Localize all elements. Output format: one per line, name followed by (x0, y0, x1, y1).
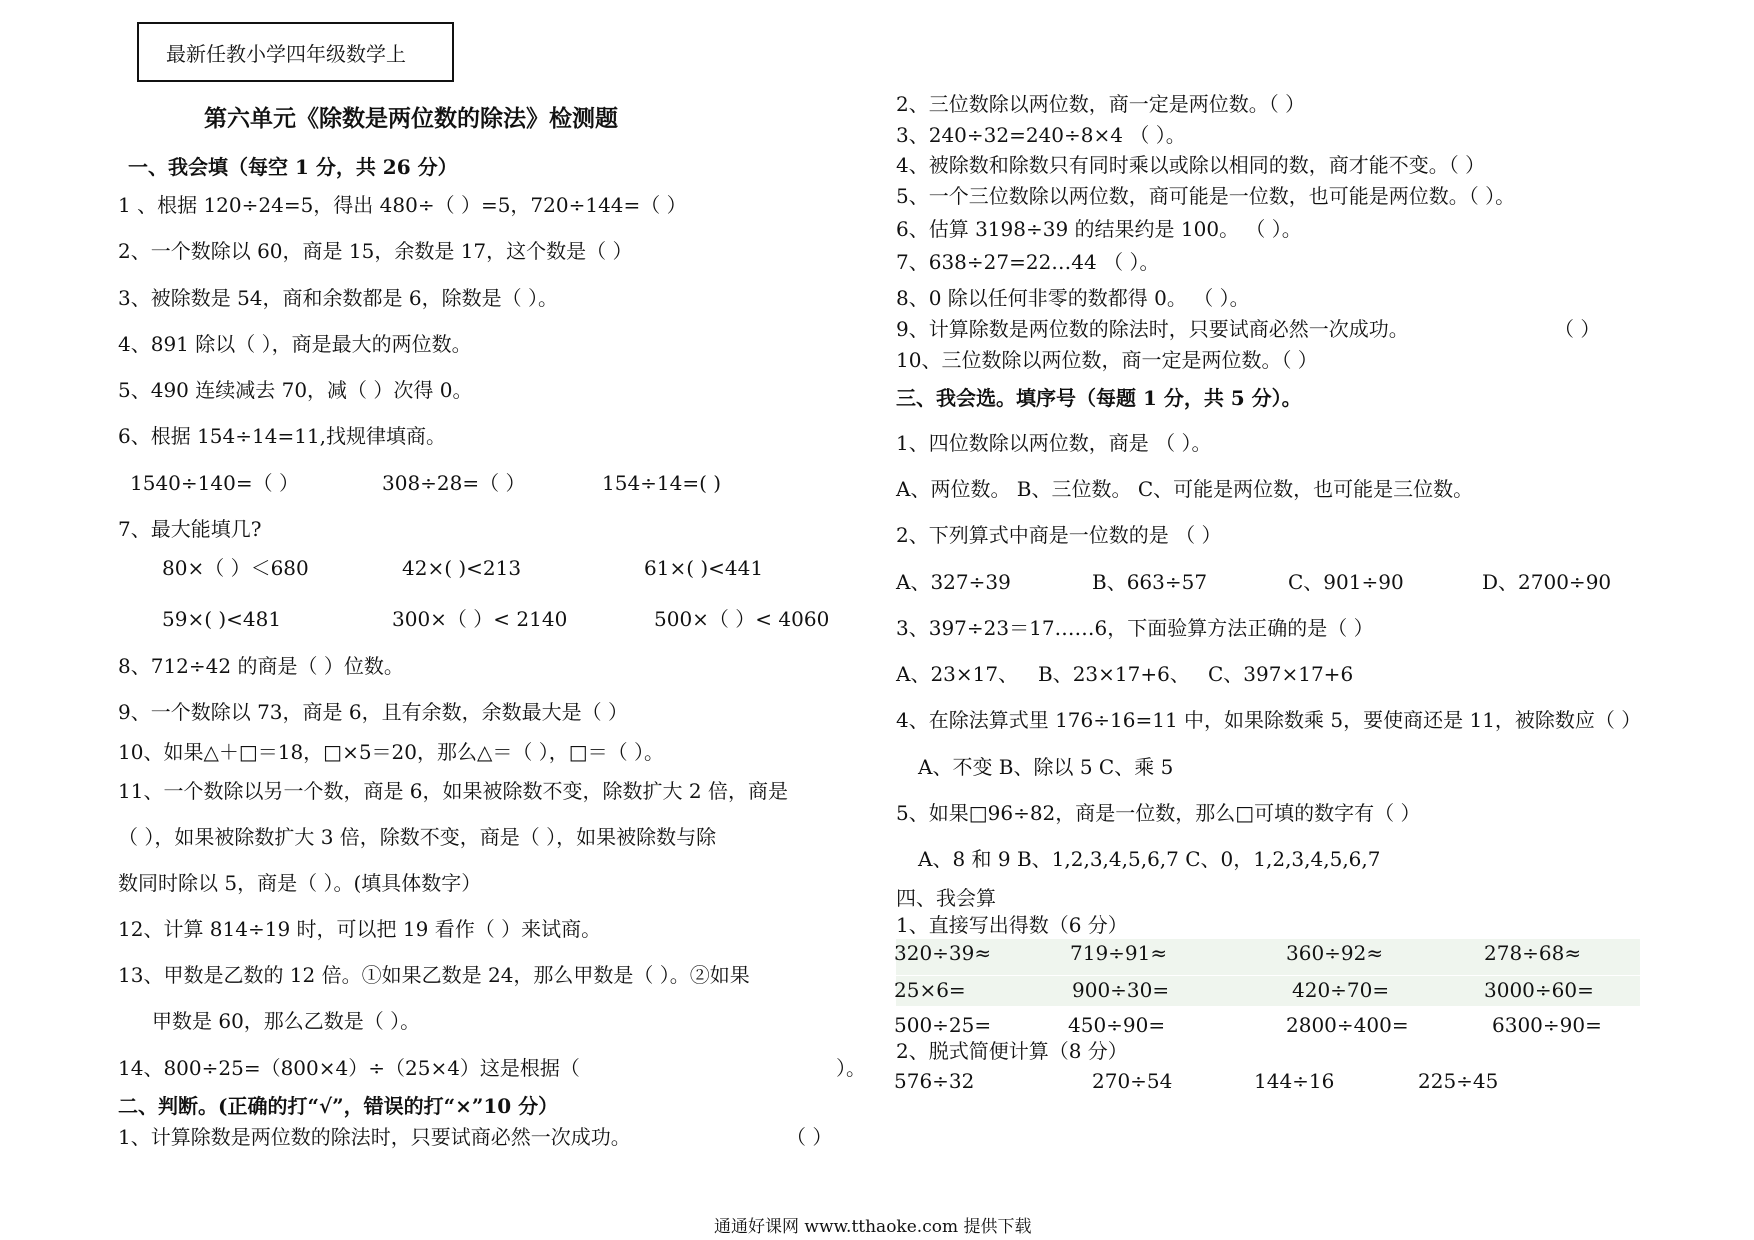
calc-item: 719÷91≈ (1070, 941, 1168, 965)
section-2-heading: 二、判断。(正确的打“√”，错误的打“×”10 分） (118, 1094, 559, 1118)
s3-q3-option-c: C、397×17+6 (1208, 662, 1354, 686)
calc-item: 225÷45 (1418, 1069, 1499, 1093)
s3-q3-option-b: B、23×17+6、 (1038, 662, 1190, 686)
calc-item: 3000÷60= (1484, 978, 1594, 1002)
calc-item: 25×6= (894, 978, 966, 1002)
s4-subheading-2: 2、脱式简便计算（8 分） (896, 1039, 1128, 1063)
s3-q2-option-d: D、2700÷90 (1482, 570, 1612, 594)
s2-question-7: 7、638÷27=22…44 （ ）。 (896, 250, 1160, 274)
calc-item: 270÷54 (1092, 1069, 1173, 1093)
s2-question-3: 3、240÷32=240÷8×4 （ ）。 (896, 123, 1186, 147)
s2-question-4: 4、被除数和除数只有同时乘以或除以相同的数，商才能不变。（ ） (896, 153, 1486, 177)
calc-item: 320÷39≈ (894, 941, 992, 965)
s2-question-9: 9、计算除数是两位数的除法时，只要试商必然一次成功。 (896, 317, 1409, 341)
s2-question-1-answer: （ ） (786, 1125, 833, 1149)
s1-question-4: 4、891 除以（ ），商是最大的两位数。 (118, 332, 472, 356)
s2-question-5: 5、一个三位数除以两位数，商可能是一位数，也可能是两位数。（ ）。 (896, 184, 1516, 208)
s2-question-8: 8、0 除以任何非零的数都得 0。 （ ）。 (896, 286, 1250, 310)
s4-subheading-1: 1、直接写出得数（6 分） (896, 913, 1128, 937)
calc-item: 360÷92≈ (1286, 941, 1384, 965)
s3-question-2: 2、下列算式中商是一位数的是 （ ） (896, 523, 1222, 547)
s3-question-4: 4、在除法算式里 176÷16=11 中，如果除数乘 5，要使商还是 11，被除数应（ ） (896, 708, 1642, 732)
s1-q7-item-f: 500×（ ）< 4060 (654, 607, 830, 631)
calc-item: 420÷70= (1292, 978, 1390, 1002)
s3-q3-option-a: A、23×17、 (896, 662, 1019, 686)
s1-question-2: 2、一个数除以 60，商是 15，余数是 17，这个数是（ ） (118, 239, 633, 263)
calc-item: 576÷32 (894, 1069, 975, 1093)
s1-q7-item-a: 80×（ ）＜680 (162, 556, 309, 580)
footer-credit: 通通好课网 www.tthaoke.com 提供下载 (714, 1217, 1032, 1237)
s3-question-1-options: A、两位数。 B、三位数。 C、可能是两位数，也可能是三位数。 (896, 477, 1474, 501)
calc-item: 2800÷400= (1286, 1013, 1409, 1037)
s1-question-3: 3、被除数是 54，商和余数都是 6，除数是（ ）。 (118, 286, 558, 310)
calc-item: 450÷90= (1068, 1013, 1166, 1037)
s3-question-3: 3、397÷23＝17……6，下面验算方法正确的是（ ） (896, 616, 1374, 640)
s1-q6-item-c: 154÷14=( ) (602, 471, 722, 495)
s1-question-14-end: ）。 (836, 1056, 866, 1080)
s2-question-1: 1、计算除数是两位数的除法时，只要试商必然一次成功。 (118, 1125, 631, 1149)
s1-question-5: 5、490 连续减去 70，减（ ）次得 0。 (118, 378, 473, 402)
calc-item: 500÷25= (894, 1013, 992, 1037)
calc-item: 6300÷90= (1492, 1013, 1602, 1037)
s1-q7-item-d: 59×( )<481 (162, 607, 282, 631)
section-1-heading: 一、我会填（每空 1 分，共 26 分） (128, 155, 458, 179)
s3-q2-option-c: C、901÷90 (1288, 570, 1404, 594)
s1-q7-item-e: 300×（ ）< 2140 (392, 607, 568, 631)
section-4-heading: 四、我会算 (896, 886, 996, 910)
header-box (137, 22, 454, 82)
s1-question-11-line-3: 数同时除以 5，商是（ ）。(填具体数字） (118, 871, 482, 895)
s3-question-5-options: A、8 和 9 B、1,2,3,4,5,6,7 C、0，1,2,3,4,5,6,7 (918, 847, 1381, 871)
s2-question-9-answer: （ ） (1554, 317, 1601, 341)
s3-q2-option-a: A、327÷39 (896, 570, 1011, 594)
s2-question-2: 2、三位数除以两位数，商一定是两位数。（ ） (896, 92, 1306, 116)
calc-item: 144÷16 (1254, 1069, 1335, 1093)
s1-question-8: 8、712÷42 的商是（ ）位数。 (118, 654, 404, 678)
s1-q6-item-a: 1540÷140=（ ） (130, 471, 299, 495)
s1-question-13-line-1: 13、甲数是乙数的 12 倍。①如果乙数是 24，那么甲数是（ ）。②如果 (118, 963, 750, 987)
s1-question-9: 9、一个数除以 73，商是 6，且有余数，余数最大是（ ） (118, 700, 628, 724)
page-title: 第六单元《除数是两位数的除法》检测题 (204, 105, 618, 132)
s3-question-5: 5、如果□96÷82，商是一位数，那么□可填的数字有（ ） (896, 801, 1421, 825)
s3-q2-option-b: B、663÷57 (1092, 570, 1208, 594)
s1-q7-item-c: 61×( )<441 (644, 556, 764, 580)
s1-question-7: 7、最大能填几? (118, 517, 262, 541)
s1-question-10: 10、如果△＋□＝18，□×5＝20，那么△＝（ ），□＝（ ）。 (118, 740, 664, 764)
s2-question-10: 10、三位数除以两位数，商一定是两位数。（ ） (896, 348, 1318, 372)
s1-question-14: 14、800÷25=（800×4）÷（25×4）这是根据（ (118, 1056, 580, 1080)
s1-question-6: 6、根据 154÷14=11,找规律填商。 (118, 424, 447, 448)
s1-q6-item-b: 308÷28=（ ） (382, 471, 526, 495)
s1-question-12: 12、计算 814÷19 时，可以把 19 看作（ ）来试商。 (118, 917, 602, 941)
calc-item: 278÷68≈ (1484, 941, 1582, 965)
s3-question-1: 1、四位数除以两位数，商是 （ ）。 (896, 431, 1212, 455)
section-3-heading: 三、我会选。填序号（每题 1 分，共 5 分）。 (896, 386, 1302, 410)
s1-question-11-line-2: （ ），如果被除数扩大 3 倍，除数不变，商是（ ），如果被除数与除 (118, 825, 717, 849)
s1-question-11-line-1: 11、一个数除以另一个数，商是 6，如果被除数不变，除数扩大 2 倍，商是 (118, 779, 788, 803)
s2-question-6: 6、估算 3198÷39 的结果约是 100。 （ ）。 (896, 217, 1302, 241)
s3-question-4-options: A、不变 B、除以 5 C、乘 5 (918, 755, 1174, 779)
calc-item: 900÷30= (1072, 978, 1170, 1002)
s1-question-13-line-2: 甲数是 60，那么乙数是（ ）。 (152, 1009, 421, 1033)
s1-q7-item-b: 42×( )<213 (402, 556, 522, 580)
header-box-text: 最新任教小学四年级数学上 (166, 42, 406, 66)
s1-question-1: 1 、根据 120÷24=5，得出 480÷（ ）=5，720÷144=（ ） (118, 193, 687, 217)
